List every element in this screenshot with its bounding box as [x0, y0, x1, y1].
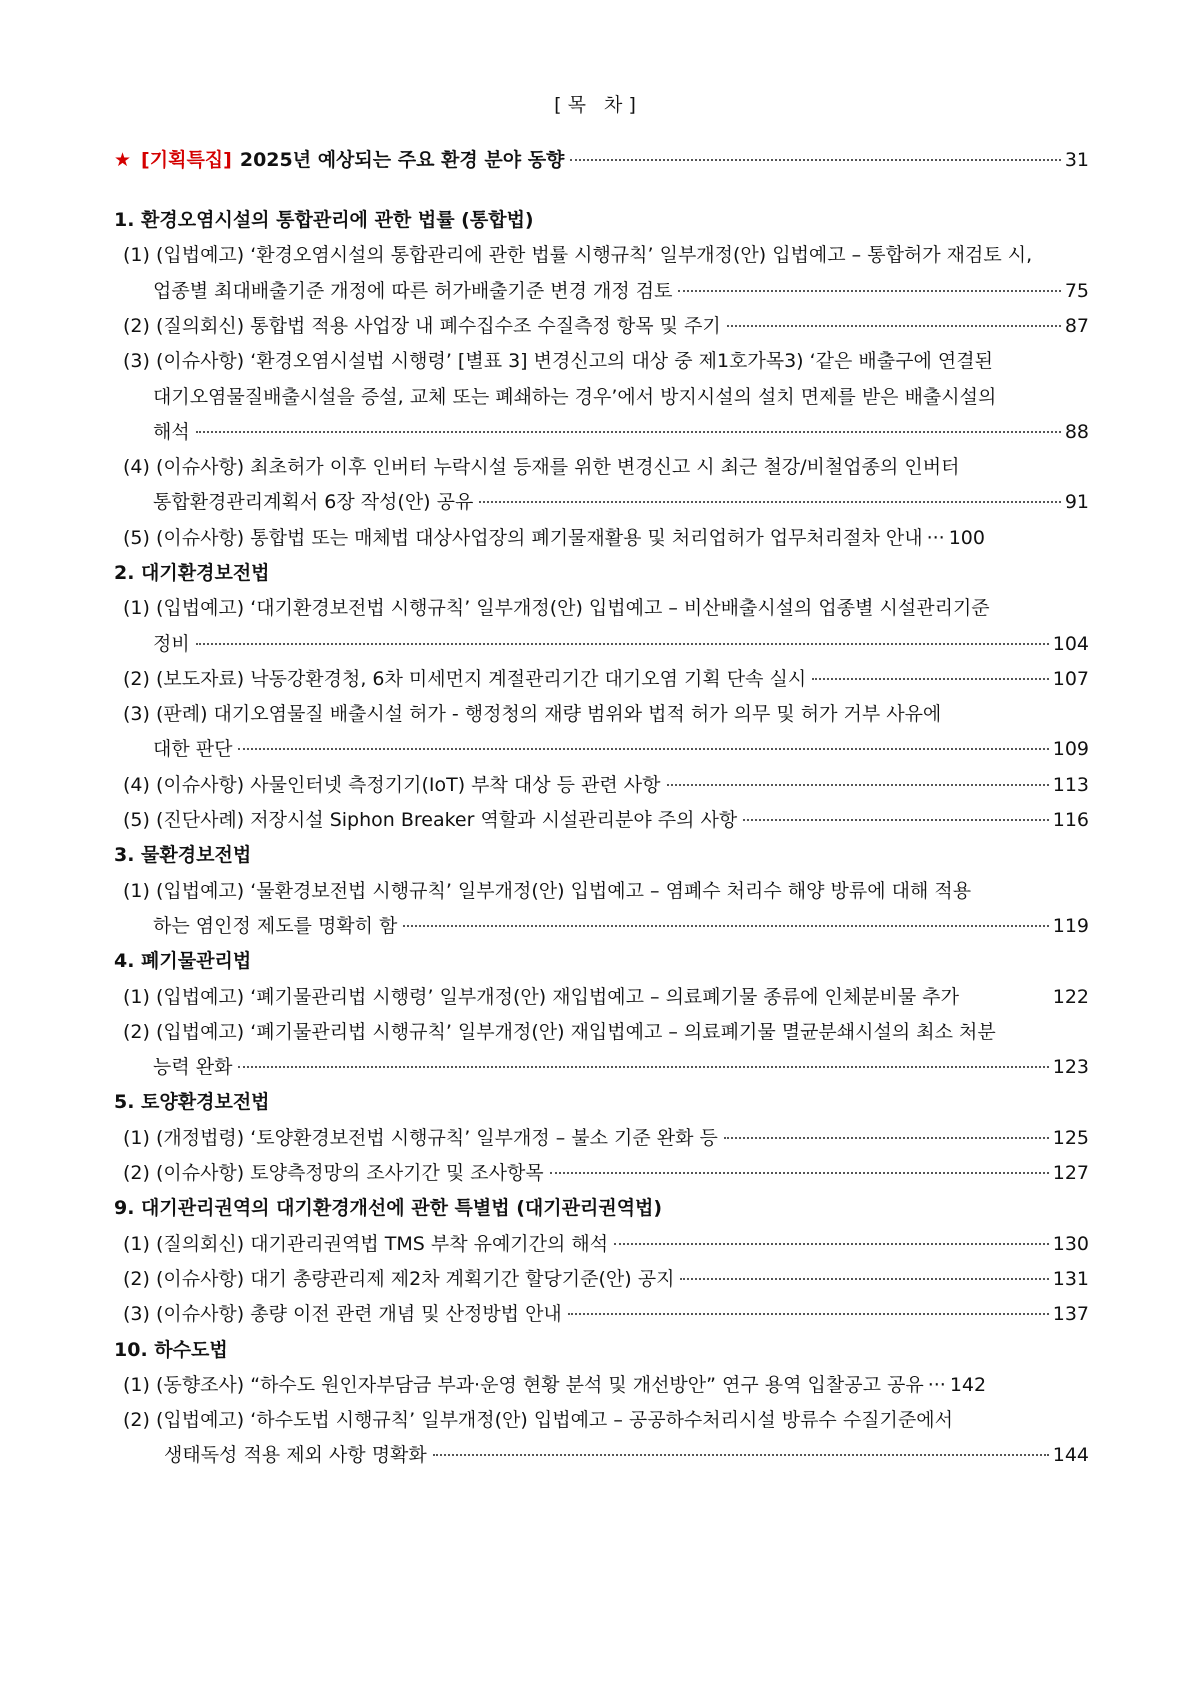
page-number: 75 [1064, 280, 1089, 302]
page-number: 131 [1052, 1268, 1089, 1290]
page-number: 100 [948, 527, 985, 549]
toc-entry[interactable] [123, 523, 1089, 550]
toc-special-entry[interactable] [114, 145, 1089, 172]
section-heading-text: 3. 물환경보전법 [114, 844, 252, 866]
dot-leader [550, 1172, 1049, 1174]
toc-entry[interactable] [123, 876, 1089, 903]
page-number: 142 [949, 1374, 987, 1396]
toc-entry[interactable] [123, 1405, 1089, 1432]
section-heading[interactable] [114, 1087, 1089, 1114]
page-number: 127 [1052, 1162, 1089, 1184]
section-heading[interactable] [114, 1335, 1089, 1362]
dot-leader [568, 1313, 1049, 1315]
toc-entry-continuation[interactable] [153, 487, 1089, 514]
entry-text: 대기오염물질배출시설을 증설, 교체 또는 폐쇄하는 경우’에서 방지시설의 설치 면제를 받은 배출시설의 [153, 386, 997, 408]
toc-entry-continuation[interactable] [164, 1440, 1089, 1467]
toc-entry[interactable] [123, 1264, 1089, 1291]
section-heading-text: 5. 토양환경보전법 [114, 1091, 270, 1113]
section-heading[interactable] [114, 946, 1089, 973]
toc-entry-continuation[interactable] [153, 629, 1089, 656]
toc-entry-continuation[interactable] [153, 911, 1089, 938]
entry-text: (2) (입법예고) ‘하수도법 시행규칙’ 일부개정(안) 입법예고 – 공공하수처리시설 방류수 수질기준에서 [123, 1409, 953, 1431]
toc-entry[interactable] [123, 982, 1089, 1009]
section-heading[interactable] [114, 558, 1089, 585]
entry-text: 능력 완화 [153, 1056, 233, 1078]
section-heading-text: 2. 대기환경보전법 [114, 562, 270, 584]
entry-text: (5) (이슈사항) 통합법 또는 매체법 대상사업장의 폐기물재활용 및 처리업허가 업무처리절차 안내 [123, 527, 923, 549]
entry-text: 하는 염인정 제도를 명확히 함 [153, 915, 398, 937]
toc-entry-continuation[interactable] [153, 417, 1089, 444]
page-number: 125 [1052, 1127, 1089, 1149]
entry-text: (3) (판례) 대기오염물질 배출시설 허가 - 행정청의 재량 범위와 법적 허가 의무 및 허가 거부 사유에 [123, 703, 942, 725]
page-number: 31 [1064, 149, 1089, 171]
entry-text: (1) (동향조사) “하수도 원인자부담금 부과·운영 현황 분석 및 개선방안” 연구 용역 입찰공고 공유 [123, 1374, 924, 1396]
special-tag: [기획특집] [141, 149, 232, 171]
toc-entry[interactable] [123, 1229, 1089, 1256]
dot-leader [724, 1137, 1049, 1139]
page-number: 119 [1052, 915, 1089, 937]
toc-entry[interactable] [123, 311, 1089, 338]
entry-text: (2) (이슈사항) 대기 총량관리제 제2차 계획기간 할당기준(안) 공지 [123, 1268, 675, 1290]
page-number: 87 [1064, 315, 1089, 337]
entry-text: (1) (입법예고) ‘물환경보전법 시행규칙’ 일부개정(안) 입법예고 – 염폐수 처리수 해양 방류에 대해 적용 [123, 880, 972, 902]
entry-text: (5) (진단사례) 저장시설 Siphon Breaker 역할과 시설관리분야 주의 사항 [123, 809, 738, 831]
entry-text: (2) (입법예고) ‘폐기물관리법 시행규칙’ 일부개정(안) 재입법예고 – 의료폐기물 멸균분쇄시설의 최소 처분 [123, 1021, 996, 1043]
toc-entry[interactable] [123, 1370, 1089, 1397]
entry-text: (2) (보도자료) 낙동강환경청, 6차 미세먼지 계절관리기간 대기오염 기획 단속 실시 [123, 668, 807, 690]
section-heading-text: 4. 폐기물관리법 [114, 950, 252, 972]
dot-leader [680, 1278, 1048, 1280]
section-heading-text: 1. 환경오염시설의 통합관리에 관한 법률 (통합법) [114, 209, 534, 231]
toc-entry-continuation[interactable] [153, 734, 1089, 761]
entry-text: (1) (입법예고) ‘대기환경보전법 시행규칙’ 일부개정(안) 입법예고 – 비산배출시설의 업종별 시설관리기준 [123, 597, 990, 619]
entry-text: (4) (이슈사항) 사물인터넷 측정기기(IoT) 부착 대상 등 관련 사항 [123, 774, 661, 796]
entry-text: 정비 [153, 633, 190, 655]
ellipsis-leader: ··· [927, 1374, 946, 1396]
toc-entry[interactable] [123, 1158, 1089, 1185]
dot-leader [727, 325, 1061, 327]
entry-text: 통합환경관리계획서 6장 작성(안) 공유 [153, 491, 474, 513]
toc-entry[interactable] [123, 1123, 1089, 1150]
toc-entry[interactable] [123, 1299, 1089, 1326]
dot-leader [812, 678, 1049, 680]
dot-leader [238, 1066, 1048, 1068]
page-number: 88 [1064, 421, 1089, 443]
page-number: 109 [1052, 738, 1089, 760]
entry-text: 해석 [153, 421, 190, 443]
entry-text: (3) (이슈사항) 총량 이전 관련 개념 및 산정방법 안내 [123, 1303, 562, 1325]
dot-leader [433, 1454, 1049, 1456]
entry-text: (1) (입법예고) ‘환경오염시설의 통합관리에 관한 법률 시행규칙’ 일부개정(안) 입법예고 – 통합허가 재검토 시, [123, 244, 1033, 266]
dot-leader [667, 784, 1049, 786]
toc-entry[interactable] [123, 240, 1089, 267]
entry-text: (1) (질의회신) 대기관리권역법 TMS 부착 유예기간의 해석 [123, 1233, 609, 1255]
toc-entry[interactable] [123, 770, 1089, 797]
toc-entry[interactable] [123, 664, 1089, 691]
dot-leader [403, 925, 1048, 927]
entry-text: 대한 판단 [153, 738, 233, 760]
dot-leader [196, 431, 1061, 433]
page-number: 113 [1052, 774, 1089, 796]
toc-entry-continuation[interactable] [153, 276, 1089, 303]
page-number: 144 [1052, 1444, 1089, 1466]
page-number: 122 [1052, 986, 1089, 1008]
toc-entry-continuation[interactable] [153, 382, 1089, 409]
dot-leader [238, 748, 1048, 750]
section-heading[interactable] [114, 1193, 1089, 1220]
dot-leader [570, 159, 1060, 161]
section-heading[interactable] [114, 205, 1089, 232]
entry-text: (2) (이슈사항) 토양측정망의 조사기간 및 조사항목 [123, 1162, 544, 1184]
toc-entry[interactable] [123, 805, 1089, 832]
page-number: 104 [1052, 633, 1089, 655]
toc-entry-continuation[interactable] [153, 1052, 1089, 1079]
section-heading-text: 10. 하수도법 [114, 1339, 228, 1361]
entry-text: 업종별 최대배출기준 개정에 따른 허가배출기준 변경 개정 검토 [153, 280, 673, 302]
toc-entry[interactable] [123, 699, 1089, 726]
page-number: 107 [1052, 668, 1089, 690]
ellipsis-leader: ··· [926, 527, 945, 549]
toc-entry[interactable] [123, 1017, 1089, 1044]
page-number: 123 [1052, 1056, 1089, 1078]
star-icon: ★ [114, 149, 132, 171]
dot-leader [196, 643, 1049, 645]
section-heading[interactable] [114, 840, 1089, 867]
page-number: 130 [1052, 1233, 1089, 1255]
dot-leader [678, 290, 1060, 292]
page-number: 91 [1064, 491, 1089, 513]
toc-entry[interactable] [123, 452, 1089, 479]
toc-entry[interactable] [123, 593, 1089, 620]
entry-text: (1) (입법예고) ‘폐기물관리법 시행령’ 일부개정(안) 재입법예고 – 의료폐기물 종류에 인체분비물 추가 [123, 986, 959, 1008]
section-heading-text: 9. 대기관리권역의 대기환경개선에 관한 특별법 (대기관리권역법) [114, 1197, 663, 1219]
dot-leader [479, 501, 1060, 503]
dot-leader [614, 1243, 1049, 1245]
dot-leader [743, 819, 1049, 821]
special-title: 2025년 예상되는 주요 환경 분야 동향 [239, 149, 565, 171]
page-number: 137 [1052, 1303, 1089, 1325]
toc-title: [ 목 차 ] [554, 94, 636, 116]
entry-text: 생태독성 적용 제외 사항 명확화 [164, 1444, 427, 1466]
page-number: 116 [1052, 809, 1089, 831]
entry-text: (1) (개정법령) ‘토양환경보전법 시행규칙’ 일부개정 – 불소 기준 완화 등 [123, 1127, 718, 1149]
toc-entry[interactable] [123, 346, 1089, 373]
entry-text: (3) (이슈사항) ‘환경오염시설법 시행령’ [별표 3] 변경신고의 대상 중 제1호가목3) ‘같은 배출구에 연결된 [123, 350, 993, 372]
entry-text: (4) (이슈사항) 최초허가 이후 인버터 누락시설 등재를 위한 변경신고 시 최근 철강/비철업종의 인버터 [123, 456, 960, 478]
entry-text: (2) (질의회신) 통합법 적용 사업장 내 폐수집수조 수질측정 항목 및 주기 [123, 315, 721, 337]
